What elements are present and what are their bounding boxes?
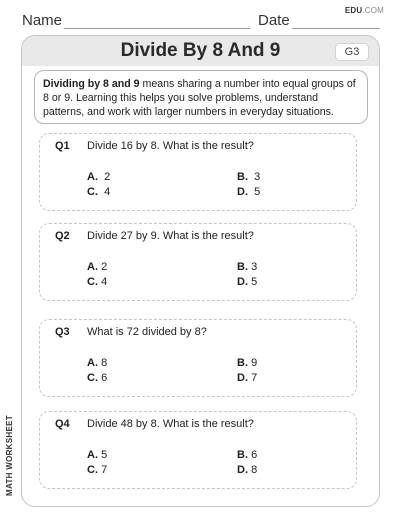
option-value: 5 bbox=[254, 186, 261, 198]
option-d[interactable] bbox=[237, 276, 257, 288]
question-number: Q2 bbox=[55, 230, 70, 242]
option-letter: B. bbox=[237, 171, 248, 183]
title-bar bbox=[22, 36, 379, 66]
grade-badge: G3 bbox=[335, 43, 369, 61]
name-label: Name bbox=[22, 12, 63, 29]
intro-bold-text: Dividing by 8 and 9 bbox=[43, 78, 140, 90]
question-card bbox=[39, 411, 357, 489]
option-letter: B. bbox=[237, 261, 248, 273]
option-letter: B. bbox=[237, 357, 248, 369]
option-value: 8 bbox=[251, 464, 258, 476]
option-letter: C. bbox=[87, 372, 98, 384]
option-b[interactable] bbox=[237, 357, 257, 369]
option-a[interactable] bbox=[87, 171, 110, 183]
option-letter: D. bbox=[237, 186, 248, 198]
intro-box bbox=[34, 70, 368, 124]
name-field-line[interactable] bbox=[64, 28, 250, 29]
option-c[interactable] bbox=[87, 276, 107, 288]
option-value: 2 bbox=[104, 171, 111, 183]
question-card bbox=[39, 319, 357, 397]
option-b[interactable] bbox=[237, 261, 257, 273]
option-value: 4 bbox=[101, 276, 108, 288]
brand-name: EDU bbox=[344, 6, 363, 15]
option-value: 5 bbox=[251, 276, 258, 288]
option-b[interactable] bbox=[237, 449, 257, 461]
option-value: 3 bbox=[254, 171, 261, 183]
option-value: 7 bbox=[251, 372, 258, 384]
question-text: What is 72 divided by 8? bbox=[87, 326, 207, 338]
date-field-line[interactable] bbox=[292, 28, 380, 29]
question-text: Divide 16 by 8. What is the result? bbox=[87, 140, 254, 152]
option-d[interactable] bbox=[237, 372, 257, 384]
question-card bbox=[39, 223, 357, 301]
question-number: Q4 bbox=[55, 418, 70, 430]
option-letter: C. bbox=[87, 186, 98, 198]
option-a[interactable] bbox=[87, 449, 107, 461]
option-letter: A. bbox=[87, 357, 98, 369]
option-value: 2 bbox=[101, 261, 108, 273]
option-d[interactable] bbox=[237, 464, 257, 476]
option-letter: D. bbox=[237, 464, 248, 476]
option-a[interactable] bbox=[87, 261, 107, 273]
option-c[interactable] bbox=[87, 186, 110, 198]
option-letter: C. bbox=[87, 276, 98, 288]
option-letter: D. bbox=[237, 372, 248, 384]
option-d[interactable] bbox=[237, 186, 260, 198]
header bbox=[0, 0, 400, 34]
worksheet-title: Divide By 8 And 9 bbox=[120, 40, 281, 61]
question-number: Q1 bbox=[55, 140, 70, 152]
option-letter: D. bbox=[237, 276, 248, 288]
date-label: Date bbox=[258, 12, 290, 29]
option-value: 5 bbox=[101, 449, 108, 461]
option-value: 6 bbox=[101, 372, 108, 384]
worksheet-card bbox=[21, 35, 380, 507]
option-value: 9 bbox=[251, 357, 258, 369]
option-c[interactable] bbox=[87, 464, 107, 476]
option-b[interactable] bbox=[237, 171, 260, 183]
question-text: Divide 48 by 8. What is the result? bbox=[87, 418, 254, 430]
brand-logo bbox=[345, 6, 384, 15]
option-letter: A. bbox=[87, 261, 98, 273]
option-a[interactable] bbox=[87, 357, 107, 369]
option-value: 3 bbox=[251, 261, 258, 273]
question-number: Q3 bbox=[55, 326, 70, 338]
option-value: 4 bbox=[104, 186, 111, 198]
option-c[interactable] bbox=[87, 372, 107, 384]
option-value: 6 bbox=[251, 449, 258, 461]
option-value: 7 bbox=[101, 464, 108, 476]
question-card bbox=[39, 133, 357, 211]
option-letter: B. bbox=[237, 449, 248, 461]
option-letter: C. bbox=[87, 464, 98, 476]
brand-suffix: .COM bbox=[362, 6, 384, 15]
question-text: Divide 27 by 9. What is the result? bbox=[87, 230, 254, 242]
side-label: MATH WORKSHEET bbox=[5, 415, 14, 496]
option-value: 8 bbox=[101, 357, 108, 369]
option-letter: A. bbox=[87, 171, 98, 183]
intro-text: means sharing a number into equal groups of 8 or 9. Learning this helps you solve problems, understand patterns, and work with larger numbers in everyday situations. bbox=[43, 78, 356, 118]
option-letter: A. bbox=[87, 449, 98, 461]
